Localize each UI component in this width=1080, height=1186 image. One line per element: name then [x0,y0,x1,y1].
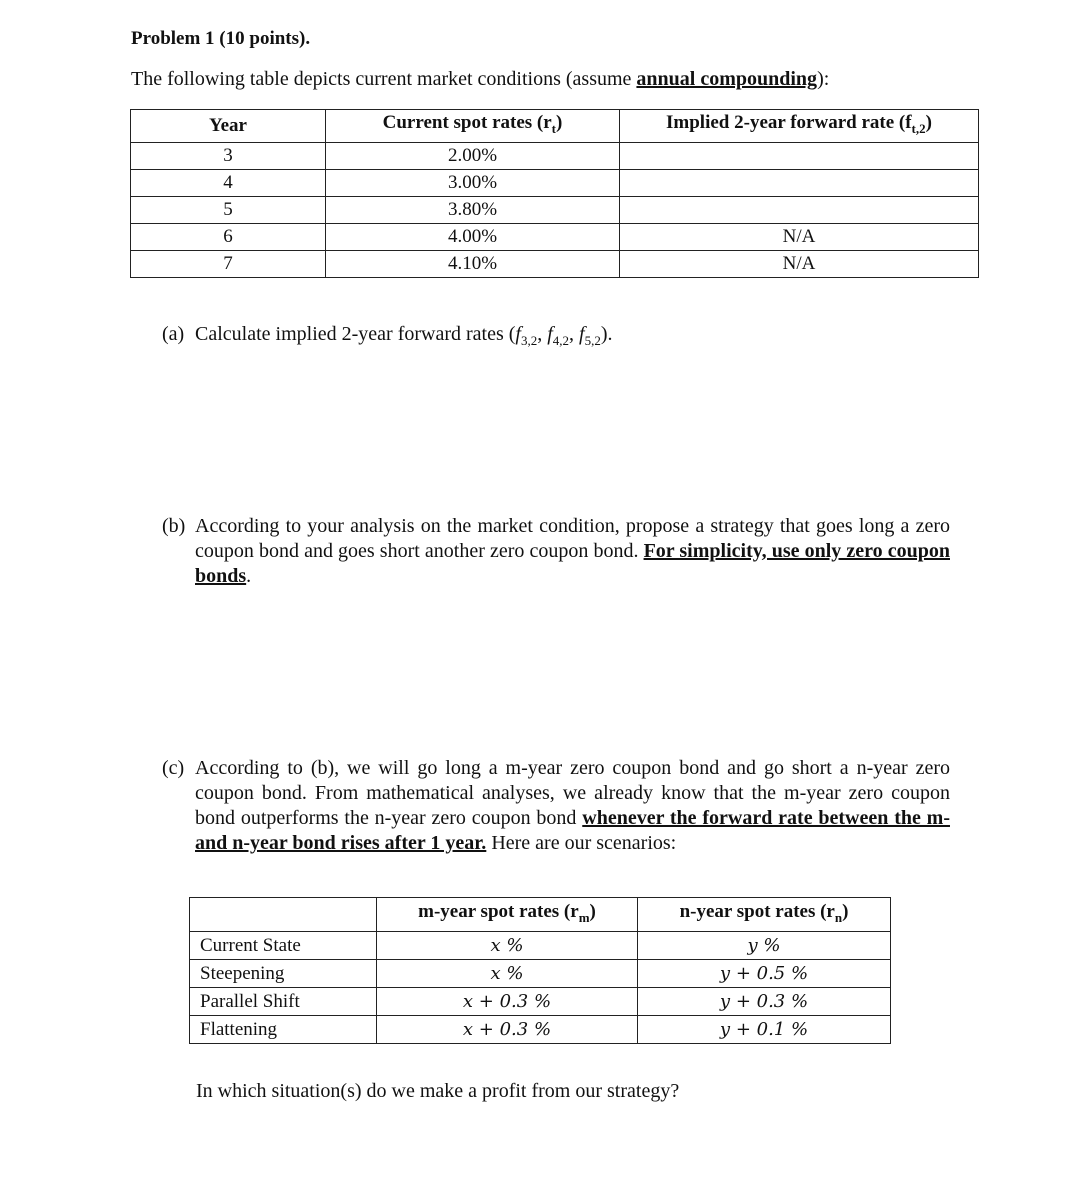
scenario-m: x + 0.3 % [377,987,638,1015]
part-b-text: According to your analysis on the market condition, propose a strategy that goes long a zero coupon bond and goes short another zero coupon bond. For simplicity, use only zero coupon bonds. [195,515,950,587]
scenario-m: x % [377,959,638,987]
spot-table-header [131,110,979,143]
table-row [190,1015,891,1043]
part-a-label: (a) [162,323,185,345]
cell-year: 7 [131,250,326,277]
annual-compounding-emphasis: annual compounding [636,68,818,90]
problem-title: Problem 1 (10 points). [131,28,311,49]
cell-spot: 2.00% [326,142,620,169]
header-spot-rate: Current spot rates $(r_t)$ [326,110,620,143]
part-c-label: (c) [162,757,185,779]
table-row [190,987,891,1015]
table-row [131,223,979,250]
table-row [131,196,979,223]
table-row [190,959,891,987]
header-m-spot: m-year spot rates $(r_m)$ [377,898,638,932]
part-c [162,756,952,866]
cell-forward [620,196,979,223]
spot-rates-table [130,109,979,278]
part-a [162,322,952,352]
scenario-n: y + 0.3 % [638,987,891,1015]
profit-question: In which situation(s) do we make a profit from our strategy? [196,1080,680,1102]
intro-text: The following table depicts current market conditions (assume annual compounding): [131,68,830,90]
cell-forward [620,142,979,169]
cell-forward [620,169,979,196]
table-row [131,169,979,196]
scenario-name: Steepening [190,959,377,987]
cell-spot: 3.80% [326,196,620,223]
table-row [131,142,979,169]
scenario-m: x % [377,931,638,959]
scenario-n: y + 0.5 % [638,959,891,987]
scenario-name: Flattening [190,1015,377,1043]
cell-forward: N/A [620,250,979,277]
header-forward-rate: Implied 2-year forward rate $(f_{t,2})$ [620,110,979,143]
scenario-m: x + 0.3 % [377,1015,638,1043]
part-b [162,514,952,594]
scenario-table-header [190,898,891,932]
cell-year: 5 [131,196,326,223]
header-year: Year [131,110,326,143]
part-a-text: Calculate implied 2-year forward rates ($f_{3,2}$, $f_{4,2}$, $f_{5,2}$). [195,323,613,348]
part-c-text: According to (b), we will go long a m-year zero coupon bond and go short a n-year zero coupon bond. From mathematical analyses, we already know that the m-year zero coupon bond outperforms the n-year zero coupon bond whenever the forward rate between the m- and n-year bond rises after 1 year. Here are our scenarios: [195,757,950,854]
cell-spot: 4.00% [326,223,620,250]
table-row [131,250,979,277]
part-b-label: (b) [162,515,186,537]
scenario-name: Parallel Shift [190,987,377,1015]
forward-rate-emphasis: whenever the forward rate between the m- and n-year bond rises after 1 year. [195,807,950,854]
table-row [190,931,891,959]
cell-spot: 4.10% [326,250,620,277]
zero-coupon-emphasis: For simplicity, use only zero coupon bonds [195,540,950,587]
header-blank [190,898,377,932]
cell-forward: N/A [620,223,979,250]
scenario-name: Current State [190,931,377,959]
scenario-table [189,897,891,1044]
cell-year: 4 [131,169,326,196]
scenario-n: y + 0.1 % [638,1015,891,1043]
cell-year: 3 [131,142,326,169]
cell-spot: 3.00% [326,169,620,196]
scenario-n: y % [638,931,891,959]
cell-year: 6 [131,223,326,250]
header-n-spot: n-year spot rates $(r_n)$ [638,898,891,932]
